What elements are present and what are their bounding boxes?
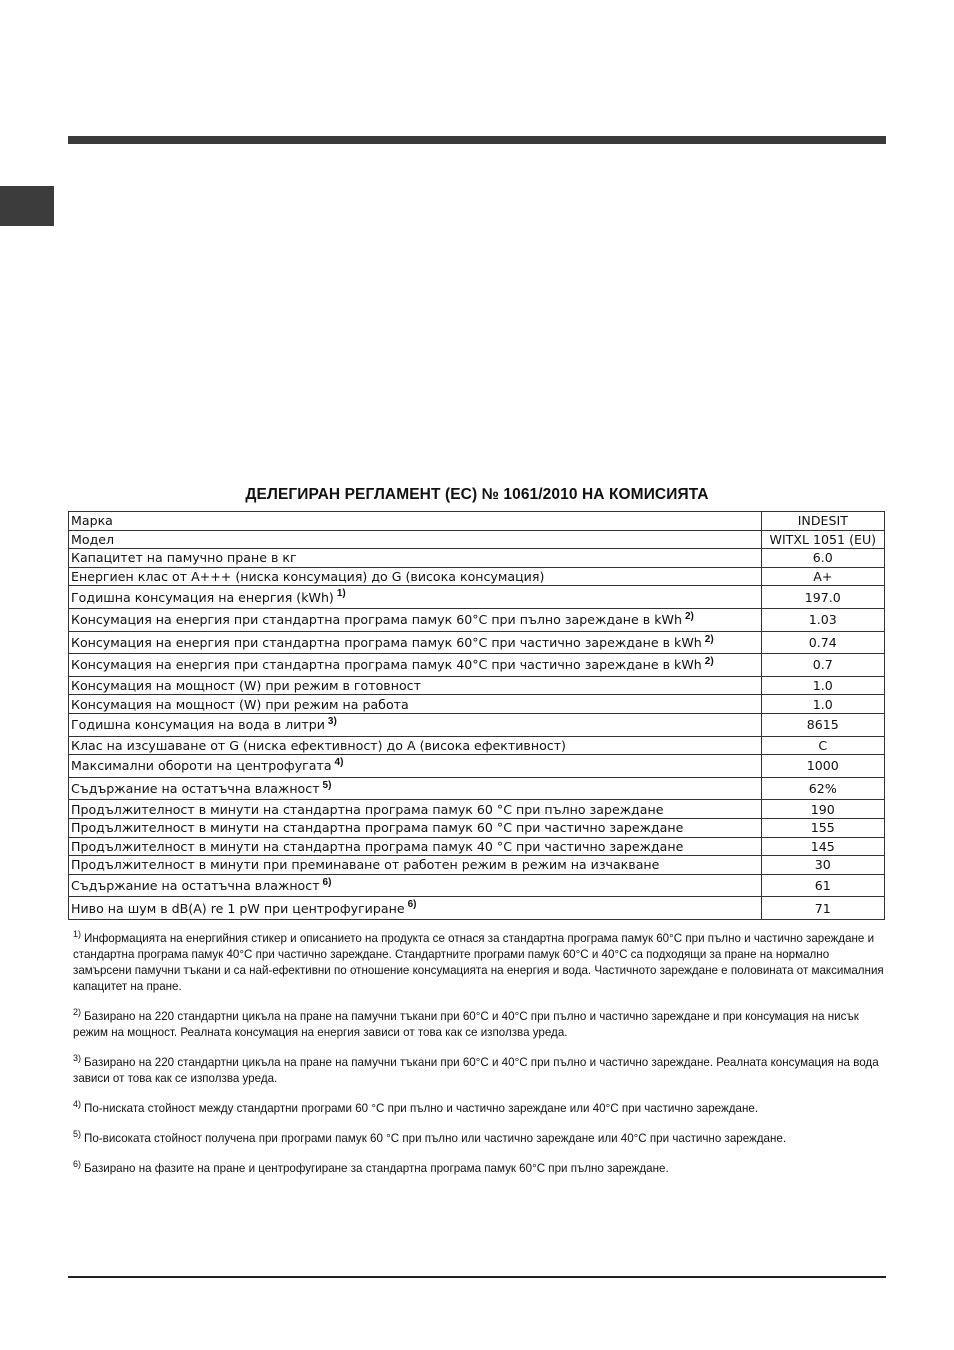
row-value: 6.0 [761,549,884,568]
footnote-ref: 2) [704,633,714,645]
footnote-ref: 5) [322,779,332,791]
row-label: Съдържание на остатъчна влажност [71,781,320,797]
footnote-mark: 2) [73,1007,82,1018]
footnote-ref: 6) [407,899,417,911]
row-value: 1.03 [761,608,884,631]
spec-table [68,511,885,920]
footnote-mark: 3) [73,1053,82,1064]
row-label-cell [69,755,762,778]
footnote-text: Базирано на 220 стандартни цикъла на пране на памучни тъкани при 60°C и 40°C при пълно и частично зареждане. Реалната консумация на вода зависи от това как се използва уреда. [73,1056,879,1085]
row-value: 0.7 [761,654,884,677]
footer-rule [68,1276,886,1278]
table-row [69,631,885,654]
footnote-text: Базирано на фазите на пране и центрофугиране за стандартна програма памук 60°C при пълно зареждане. [84,1162,669,1175]
table-row [69,818,885,837]
row-label-cell [69,713,762,736]
row-label: Консумация на енергия при стандартна програма памук 60°C при пълно зареждане в kWh [71,612,682,628]
row-label: Капацитет на памучно пране в кг [71,550,297,566]
row-label-cell [69,631,762,654]
row-label: Консумация на енергия при стандартна програма памук 60°C при частично зареждане в kWh [71,634,702,650]
row-label-cell [69,530,762,549]
row-value: A+ [761,567,884,586]
table-row [69,755,885,778]
row-label-cell [69,777,762,800]
row-label: Продължителност в минути на стандартна програма памук 60 °C при пълно зареждане [71,801,664,817]
table-row [69,567,885,586]
row-label-cell [69,567,762,586]
footnote-mark: 5) [73,1129,82,1140]
footnote-text: По-високата стойност получена при програми памук 60 °C при пълно или частично зареждане или 40°C при частично зареждане. [84,1132,787,1145]
table-row [69,512,885,531]
footnote-text: Информацията на енергийния стикер и описанието на продукта се отнася за стандартна програма памук 60°C при пълно и частично зареждане и стандартна програма памук 40°C при частично зареждане. Стандартните програми памук 60°C и 40°C са подходящи за пране на нормално замърсени памучни тъкани и са най-ефективни по отношение консумацията на енергия и вода. Частичното зареждане е половината от максималния капацитет на пране. [73,932,884,993]
row-value: 30 [761,856,884,875]
language-tab-marker [0,186,54,226]
row-value: 71 [761,897,884,920]
table-row [69,713,885,736]
row-label: Годишна консумация на енергия (kWh) [71,589,334,605]
footnote-ref: 1) [336,588,346,600]
table-row [69,608,885,631]
table-row [69,897,885,920]
row-label: Клас на изсушаване от G (ниска ефективност) до A (висока ефективност) [71,737,566,753]
footnote-ref: 6) [322,876,332,888]
row-label: Марка [71,513,113,529]
row-label: Продължителност в минути при преминаване от работен режим в режим на изчакване [71,857,660,873]
row-label: Консумация на мощност (W) при режим в готовност [71,678,421,694]
row-label: Модел [71,531,115,547]
footnote-text: Базирано на 220 стандартни цикъла на пране на памучни тъкани при 60°C и 40°C при пълно и частично зареждане и при консумация на нисък режим на мощност. Реалната консумация на енергия зависи от това как се използва уреда. [73,1010,859,1039]
row-value: 1.0 [761,695,884,714]
table-row [69,549,885,568]
row-value: WITXL 1051 (EU) [761,530,884,549]
row-value: C [761,736,884,755]
row-value: 0.74 [761,631,884,654]
footnote-ref: 3) [327,716,337,728]
row-label: Енергиен клас от A+++ (ниска консумация) до G (висока консумация) [71,569,545,585]
footnote [73,1131,885,1147]
table-row [69,530,885,549]
spec-table-body [69,512,885,920]
row-label-cell [69,736,762,755]
footnote [73,1055,885,1087]
row-label-cell [69,608,762,631]
row-label-cell [69,676,762,695]
footnote [73,931,885,995]
row-label-cell [69,837,762,856]
footnote-ref: 4) [334,757,344,769]
footnote-mark: 4) [73,1099,82,1110]
row-value: 1.0 [761,676,884,695]
row-value: 190 [761,800,884,819]
row-value: 145 [761,837,884,856]
table-row [69,676,885,695]
row-label: Консумация на мощност (W) при режим на работа [71,696,409,712]
table-row [69,837,885,856]
row-value: 155 [761,818,884,837]
footnote [73,1101,885,1117]
row-label-cell [69,695,762,714]
row-label: Продължителност в минути на стандартна програма памук 40 °C при частично зареждане [71,838,684,854]
row-value: 197.0 [761,586,884,609]
row-label-cell [69,800,762,819]
footnote-mark: 1) [73,929,82,940]
row-label-cell [69,874,762,897]
row-label-cell [69,654,762,677]
table-row [69,654,885,677]
table-row [69,777,885,800]
row-label: Ниво на шум в dB(A) re 1 pW при центрофугиране [71,900,405,916]
row-label-cell [69,897,762,920]
row-label: Годишна консумация на вода в литри [71,717,325,733]
footnotes [73,931,885,1191]
row-label-cell [69,512,762,531]
table-row [69,695,885,714]
row-label: Максимални обороти на центрофугата [71,758,332,774]
footnote-mark: 6) [73,1159,82,1170]
row-value: INDESIT [761,512,884,531]
row-label: Съдържание на остатъчна влажност [71,877,320,893]
table-row [69,874,885,897]
table-row [69,856,885,875]
row-label-cell [69,586,762,609]
row-value: 61 [761,874,884,897]
row-value: 1000 [761,755,884,778]
row-label: Продължителност в минути на стандартна програма памук 60 °C при частично зареждане [71,820,684,836]
row-label-cell [69,818,762,837]
table-title: ДЕЛЕГИРАН РЕГЛАМЕНТ (ЕС) № 1061/2010 НА КОМИСИЯТА [245,486,709,503]
footnote [73,1161,885,1177]
row-label: Консумация на енергия при стандартна програма памук 40°C при частично зареждане в kWh [71,657,702,673]
row-value: 62% [761,777,884,800]
table-row [69,586,885,609]
row-label-cell [69,856,762,875]
footnote-text: По-ниската стойност между стандартни програми 60 °C при пълно и частично зареждане или 40°C при частично зареждане. [84,1102,759,1115]
footnote-ref: 2) [704,656,714,668]
header-rule [68,136,886,144]
table-row [69,736,885,755]
footnote-ref: 2) [684,611,694,623]
row-value: 8615 [761,713,884,736]
table-row [69,800,885,819]
row-label-cell [69,549,762,568]
footnote [73,1009,885,1041]
